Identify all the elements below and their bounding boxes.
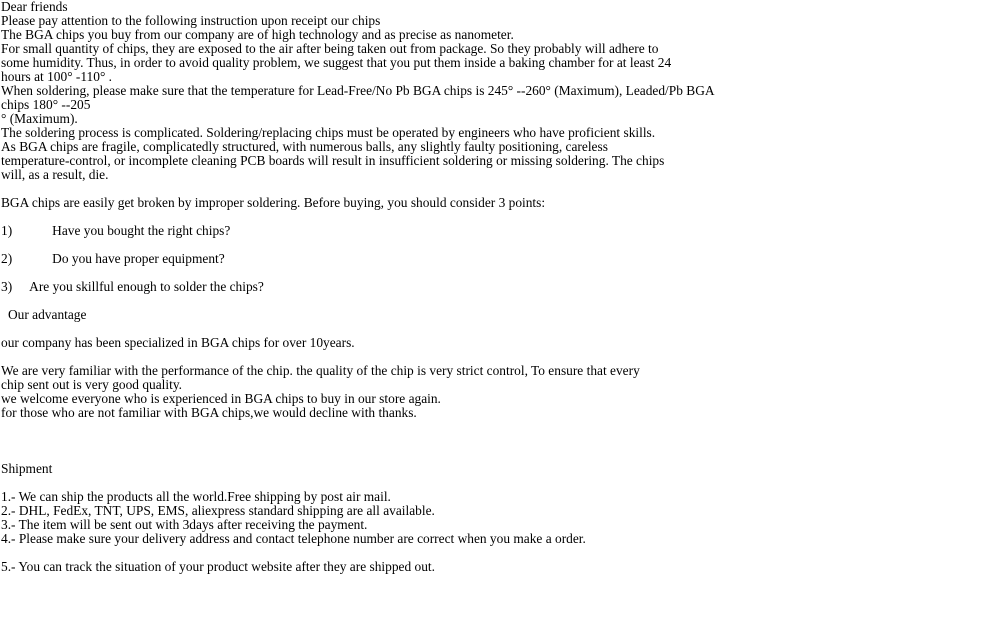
soldering-line: chips 180° --205 (1, 97, 91, 112)
spacer (1, 476, 998, 490)
greeting: Dear friends (1, 0, 68, 14)
spacer (1, 294, 998, 308)
document-body (1, 0, 998, 574)
humidity-line: For small quantity of chips, they are exposed to the air after being taken out from package. So they probably will adhere to (1, 41, 659, 56)
spacer (1, 350, 998, 364)
shipment-item: 1.- We can ship the products all the world.Free shipping by post air mail. (1, 489, 391, 504)
point-item (1, 280, 998, 294)
spacer (1, 420, 998, 434)
spacer (1, 238, 998, 252)
humidity-line: hours at 100° -110° . (1, 69, 113, 84)
spacer (1, 546, 998, 560)
point-number: 2) (1, 251, 13, 266)
shipment-item: 5.- You can track the situation of your product website after they are shipped out. (1, 559, 435, 574)
intro-line: The BGA chips you buy from our company are of high technology and as precise as nanometer. (1, 27, 514, 42)
welcome-line: we welcome everyone who is experienced in BGA chips to buy in our store again. (1, 391, 441, 406)
spacer (1, 448, 998, 462)
point-item (1, 252, 998, 266)
familiar-line: We are very familiar with the performance of the chip. the quality of the chip is very strict control, To ensure that every (1, 363, 640, 378)
spacer (1, 434, 998, 448)
fragile-line: will, as a result, die. (1, 167, 109, 182)
process-line: The soldering process is complicated. Soldering/replacing chips must be operated by engineers who have proficient skills. (1, 125, 656, 140)
point-text: Do you have proper equipment? (52, 251, 225, 266)
advantage-heading: Our advantage (8, 307, 87, 322)
point-number: 3) (1, 279, 13, 294)
spacer (1, 182, 998, 196)
shipment-item: 4.- Please make sure your delivery address and contact telephone number are correct when you make a order. (1, 531, 586, 546)
intro-line: Please pay attention to the following instruction upon receipt our chips (1, 13, 381, 28)
advantage-line: our company has been specialized in BGA chips for over 10years. (1, 335, 355, 350)
spacer (1, 210, 998, 224)
consider-intro: BGA chips are easily get broken by improper soldering. Before buying, you should consider 3 points: (1, 195, 546, 210)
shipment-item: 2.- DHL, FedEx, TNT, UPS, EMS, aliexpress standard shipping are all available. (1, 503, 435, 518)
soldering-line: ° (Maximum). (1, 111, 78, 126)
shipment-heading: Shipment (1, 461, 53, 476)
fragile-line: temperature-control, or incomplete cleaning PCB boards will result in insufficient soldering or missing soldering. The chips (1, 153, 665, 168)
shipment-item: 3.- The item will be sent out with 3days after receiving the payment. (1, 517, 368, 532)
point-text: Have you bought the right chips? (52, 223, 231, 238)
point-text: Are you skillful enough to solder the chips? (29, 279, 264, 294)
familiar-line: chip sent out is very good quality. (1, 377, 182, 392)
soldering-line: When soldering, please make sure that the temperature for Lead-Free/No Pb BGA chips is 245° --260° (Maximum), Leaded/Pb BGA (1, 83, 715, 98)
point-number: 1) (1, 223, 13, 238)
decline-line: for those who are not familiar with BGA chips,we would decline with thanks. (1, 405, 417, 420)
spacer (1, 322, 998, 336)
spacer (1, 266, 998, 280)
humidity-line: some humidity. Thus, in order to avoid quality problem, we suggest that you put them inside a baking chamber for at least 24 (1, 55, 672, 70)
point-item (1, 224, 998, 238)
fragile-line: As BGA chips are fragile, complicatedly structured, with numerous balls, any slightly faulty positioning, careless (1, 139, 608, 154)
